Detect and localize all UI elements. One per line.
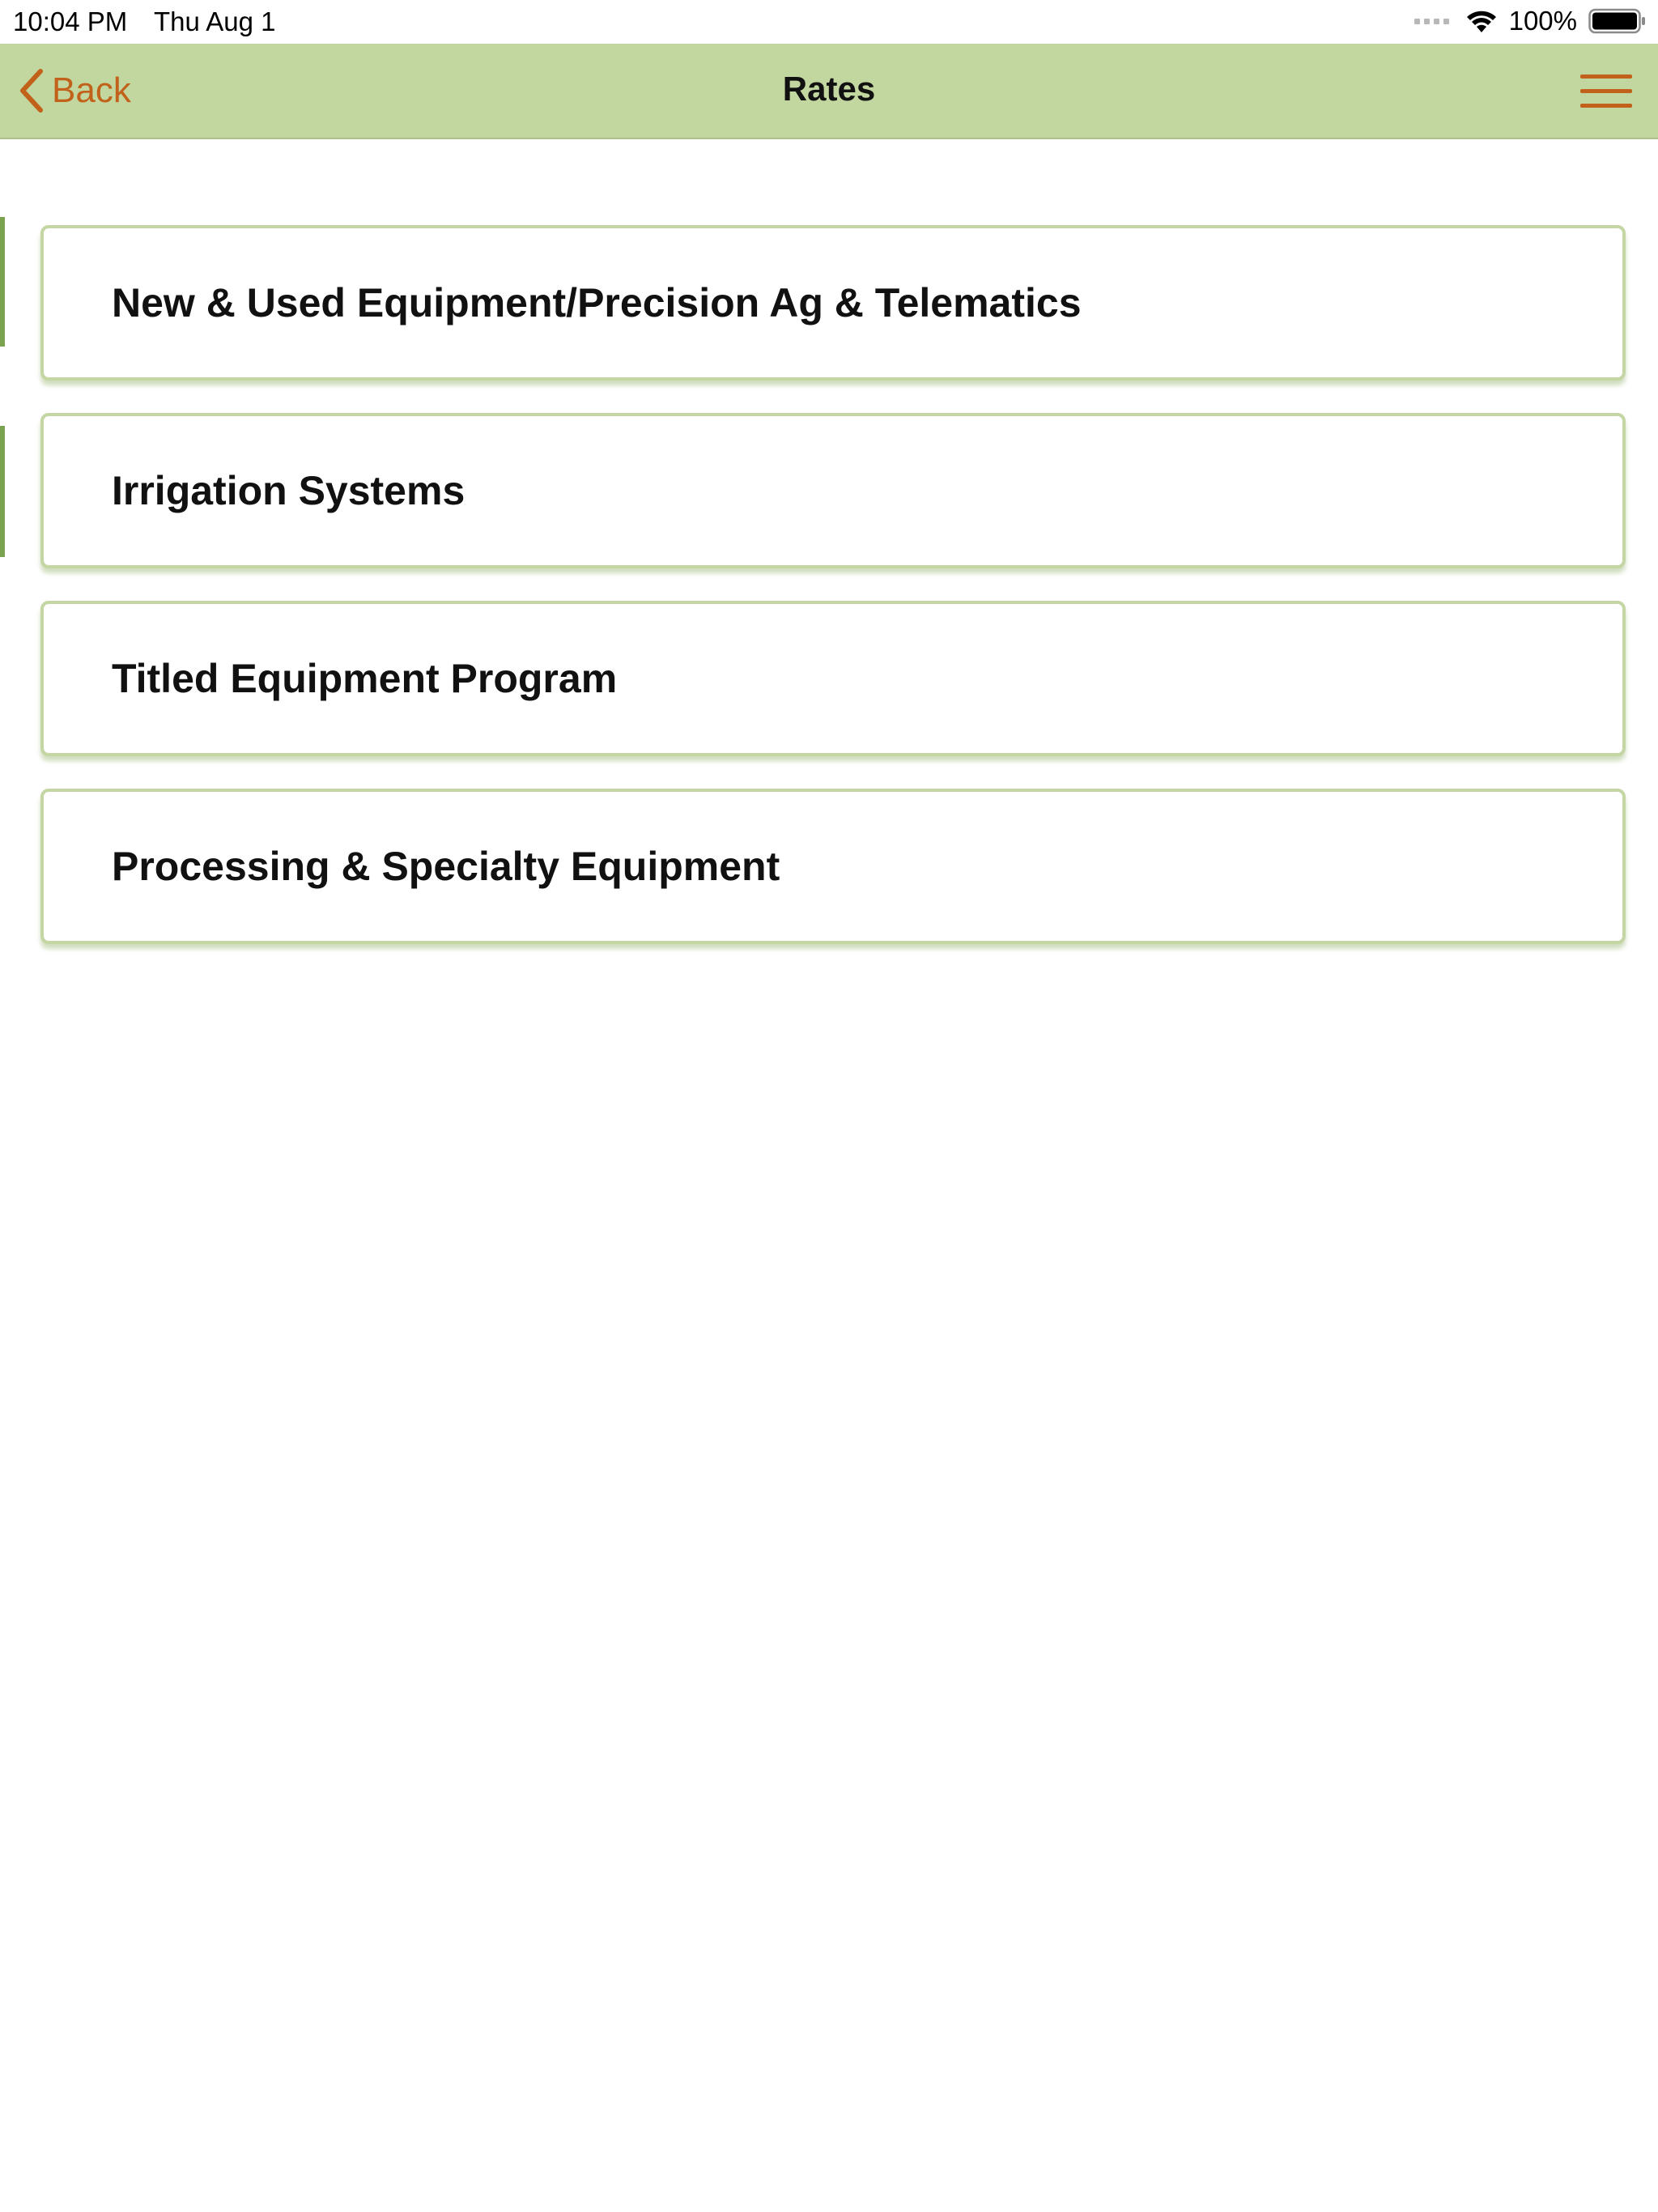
status-bar <box>0 0 1658 44</box>
rate-item-label: Irrigation Systems <box>112 468 466 513</box>
status-time: 10:04 PM <box>13 6 128 36</box>
hamburger-menu-icon[interactable] <box>1580 73 1632 108</box>
signal-dots-icon <box>1414 19 1449 24</box>
rate-item-titled-equipment-program[interactable] <box>40 601 1626 756</box>
wifi-icon <box>1465 8 1498 34</box>
navigation-bar <box>0 44 1658 139</box>
battery-percent: 100% <box>1508 6 1577 36</box>
page-title: Rates <box>782 70 876 108</box>
list-accent-marker <box>0 217 5 347</box>
back-label: Back <box>52 70 131 110</box>
rate-item-irrigation-systems[interactable] <box>40 413 1626 568</box>
rate-item-label: Processing & Specialty Equipment <box>112 844 780 889</box>
status-indicators <box>1414 5 1647 37</box>
rate-item-processing-specialty-equipment[interactable] <box>40 789 1626 944</box>
rate-item-new-used-equipment[interactable] <box>40 225 1626 381</box>
battery-icon <box>1588 7 1647 35</box>
list-accent-marker <box>0 426 5 557</box>
rate-item-label: New & Used Equipment/Precision Ag & Telematics <box>112 280 1082 325</box>
rate-item-label: Titled Equipment Program <box>112 656 618 701</box>
status-date: Thu Aug 1 <box>154 6 276 36</box>
